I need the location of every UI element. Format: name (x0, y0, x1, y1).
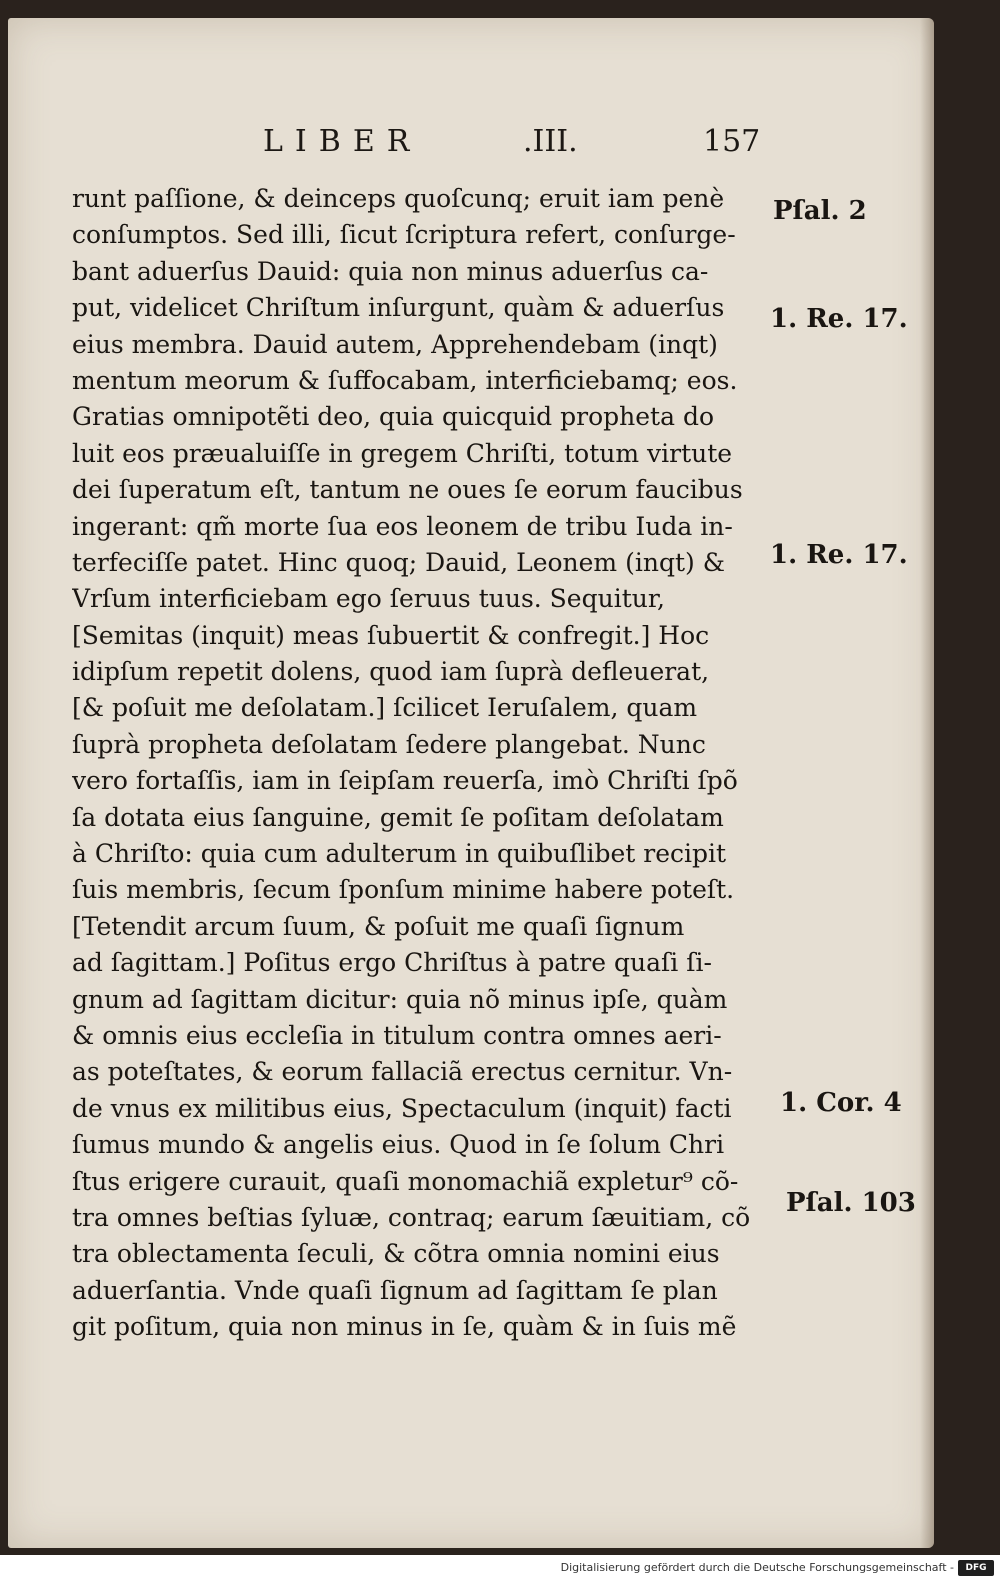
dfg-logo: DFG (958, 1560, 994, 1576)
book-number: .III. (523, 124, 578, 159)
text-line: ſuprà propheta deſolatam ſedere plangebat. Nunc (72, 729, 706, 759)
book-page (8, 18, 934, 1548)
margin-note-psalm-103: Pſal. 103 (786, 1188, 916, 1218)
text-line: [Semitas (inquit) meas ſubuertit & confregit.] Hoc (72, 620, 710, 650)
text-line: put, videlicet Chriſtum inſurgunt, quàm & aduerſus (72, 293, 725, 323)
text-line: bant aduerſus Dauid: quia non minus aduerſus ca- (72, 256, 709, 286)
margin-note-1-kings-17-second: 1. Re. 17. (770, 540, 908, 570)
margin-note-psalm-2: Pſal. 2 (773, 196, 867, 226)
text-line: ſtus erigere curauit, quaſi monomachiã expletur⁹ cõ- (72, 1166, 739, 1196)
text-line: vero fortaſſis, iam in ſeipſam reuerſa, imò Chriſti ſpõ (72, 766, 738, 796)
text-line: mentum meorum & ſuffocabam, interficiebamq; eos. (72, 365, 738, 395)
text-line: aduerſantia. Vnde quaſi ſignum ad ſagittam ſe plan (72, 1275, 718, 1305)
text-line: as poteſtates, & eorum fallaciã erectus cernitur. Vn- (72, 1057, 733, 1087)
text-line: ad ſagittam.] Poſitus ergo Chriſtus à patre quaſi ſi- (72, 948, 712, 978)
text-line: luit eos præualuiſſe in gregem Chriſti, totum virtute (72, 438, 733, 468)
text-line: Gratias omnipotẽti deo, quia quicquid propheta do (72, 402, 714, 432)
body-text (72, 181, 792, 1346)
funding-credit: Digitalisierung gefördert durch die Deutsche Forschungsgemeinschaft - (560, 1561, 954, 1574)
margin-note-1-kings-17: 1. Re. 17. (770, 304, 908, 334)
text-line: [& poſuit me deſolatam.] ſcilicet Ieruſalem, quam (72, 693, 698, 723)
text-line: ſumus mundo & angelis eius. Quod in ſe ſolum Chri (72, 1130, 725, 1160)
text-line: Vrſum interficiebam ego ſeruus tuus. Sequitur, (72, 584, 665, 614)
text-line: [Tetendit arcum ſuum, & poſuit me quaſi ſignum (72, 911, 685, 941)
text-line: gnum ad ſagittam dicitur: quia nõ minus ipſe, quàm (72, 984, 728, 1014)
running-title: LIBER (263, 124, 422, 159)
text-line: de vnus ex militibus eius, Spectaculum (inquit) facti (72, 1093, 732, 1123)
text-line: ingerant: qm̃ morte ſua eos leonem de tribu Iuda in- (72, 511, 733, 541)
text-line: ſa dotata eius ſanguine, gemit ſe poſitam deſolatam (72, 802, 724, 832)
digitization-footer (0, 1555, 1000, 1582)
text-line: conſumptos. Sed illi, ſicut ſcriptura refert, conſurge- (72, 220, 736, 250)
margin-note-1-corinthians-4: 1. Cor. 4 (780, 1088, 902, 1118)
text-line: à Chriſto: quia cum adulterum in quibuſlibet recipit (72, 839, 727, 869)
text-line: idipſum repetit dolens, quod iam ſuprà defleuerat, (72, 657, 710, 687)
text-line: eius membra. Dauid autem, Apprehendebam (inqt) (72, 329, 718, 359)
text-line: tra oblectamenta ſeculi, & cõtra omnia nomini eius (72, 1239, 720, 1269)
text-line: ſuis membris, ſecum ſponſum minime habere poteſt. (72, 875, 735, 905)
page-header (263, 124, 783, 164)
text-line: terfeciſſe patet. Hinc quoq; Dauid, Leonem (inqt) & (72, 547, 725, 577)
page-edge-shadow (920, 18, 934, 1548)
text-line: git poſitum, quia non minus in ſe, quàm & in ſuis mẽ (72, 1312, 737, 1342)
text-line: & omnis eius eccleſia in titulum contra omnes aeri- (72, 1020, 722, 1050)
text-line: tra omnes beſtias ſyluæ, contraq; earum ſæuitiam, cõ (72, 1202, 751, 1232)
text-line: runt paſſione, & deinceps quoſcunq; eruit iam penè (72, 184, 725, 213)
folio-number: 157 (703, 124, 761, 159)
text-line: dei ſuperatum eſt, tantum ne oues ſe eorum faucibus (72, 475, 743, 505)
